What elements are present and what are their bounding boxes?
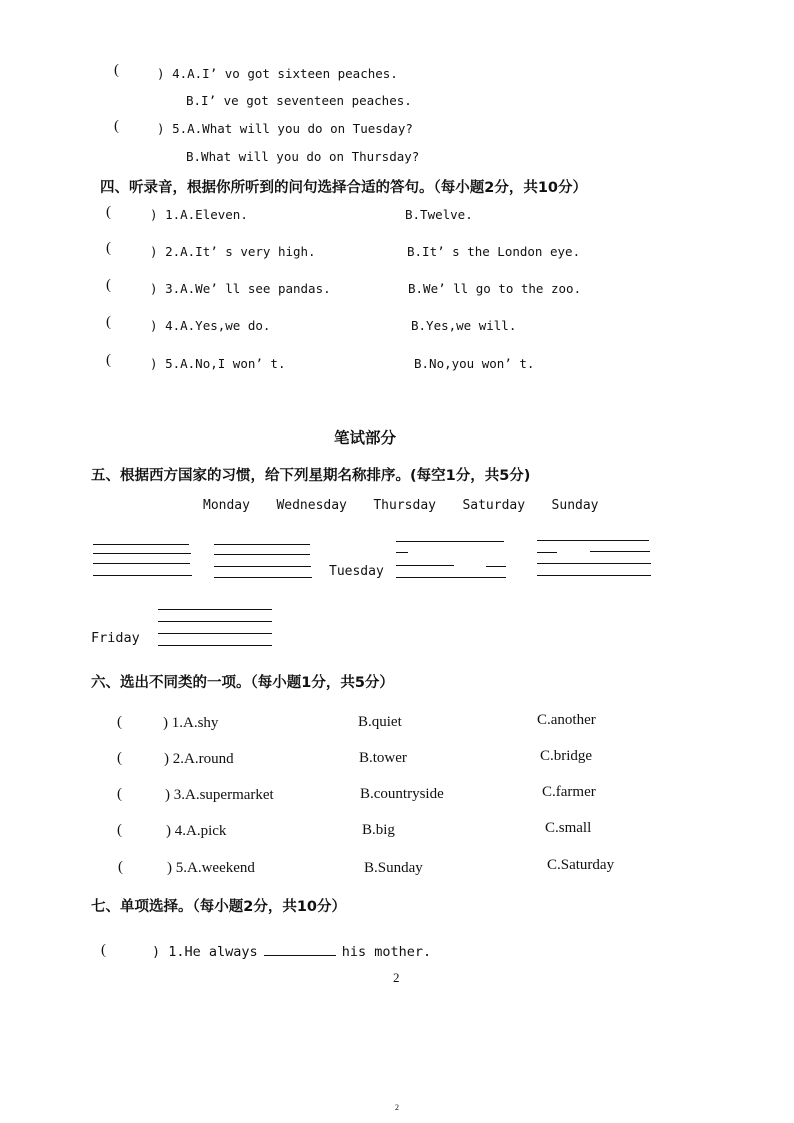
answer-open-paren: ( xyxy=(101,942,106,958)
answer-open-paren: ( xyxy=(106,240,111,256)
page-number: 2 xyxy=(393,970,400,985)
option-c: C.another xyxy=(537,712,596,728)
option-b: B.I’ ve got seventeen peaches. xyxy=(186,93,412,108)
answer-open-paren: ( xyxy=(106,352,111,368)
option-a: ) 2.A.round xyxy=(164,751,234,767)
option-a: ) 1.A.shy xyxy=(163,715,219,731)
question-text: ) 4.A.Yes,we do. xyxy=(150,318,271,333)
fill-in-blank xyxy=(264,941,336,956)
answer-open-paren: ( xyxy=(106,277,111,293)
question-text: ) 5.A.No,I won’ t. xyxy=(150,356,286,371)
question-text: ) 4.A.I’ vo got sixteen peaches. xyxy=(157,66,398,81)
given-day-friday: Friday xyxy=(91,630,140,646)
answer-open-paren: ( xyxy=(117,714,122,730)
option-b: B.quiet xyxy=(358,714,402,730)
question-text: ) 5.A.What will you do on Tuesday? xyxy=(157,121,413,136)
option-c: C.small xyxy=(545,820,592,836)
option-b: B.tower xyxy=(359,750,407,766)
section-6-title: 六、选出不同类的一项。（每小题1分，共5分） xyxy=(91,675,394,691)
option-b: B.Sunday xyxy=(364,860,423,876)
given-day-tuesday: Tuesday xyxy=(329,564,384,579)
question-text: ) 1.He always his mother. xyxy=(152,941,431,960)
option-b: B.No,you won’ t. xyxy=(414,356,535,371)
question-text: ) 3.A.We’ ll see pandas. xyxy=(150,281,331,296)
answer-open-paren: ( xyxy=(106,314,111,330)
answer-open-paren: ( xyxy=(114,118,119,134)
option-b: B.It’ s the London eye. xyxy=(407,244,581,259)
answer-open-paren: ( xyxy=(106,204,111,220)
answer-open-paren: ( xyxy=(114,62,119,78)
option-b: B.Yes,we will. xyxy=(411,318,517,333)
option-c: C.farmer xyxy=(542,784,596,800)
answer-open-paren: ( xyxy=(117,786,122,802)
option-c: C.bridge xyxy=(540,748,593,764)
option-c: C.Saturday xyxy=(547,857,615,873)
answer-open-paren: ( xyxy=(118,859,123,875)
option-a: ) 5.A.weekend xyxy=(167,860,255,876)
written-part-heading: 笔试部分 xyxy=(334,429,397,447)
option-b: B.big xyxy=(362,822,395,838)
option-b: B.What will you do on Thursday? xyxy=(186,149,420,164)
question-text: ) 1.A.Eleven. xyxy=(150,207,248,222)
option-b: B.countryside xyxy=(360,786,444,802)
section-5-title: 五、根据西方国家的习惯，给下列星期名称排序。(每空1分，共5分) xyxy=(91,468,531,484)
footer-page-number: 2 xyxy=(395,1103,399,1112)
answer-open-paren: ( xyxy=(117,822,122,838)
section-4-title: 四、听录音，根据你所听到的问句选择合适的答句。（每小题2分，共10分） xyxy=(100,180,588,196)
weekday-word-bank: Monday Wednesday Thursday Saturday Sunday xyxy=(203,498,599,513)
section-7-title: 七、单项选择。（每小题2分，共10分） xyxy=(91,899,347,915)
answer-open-paren: ( xyxy=(117,750,122,766)
option-b: B.Twelve. xyxy=(405,207,473,222)
question-text: ) 2.A.It’ s very high. xyxy=(150,244,316,259)
option-b: B.We’ ll go to the zoo. xyxy=(408,281,582,296)
option-a: ) 4.A.pick xyxy=(166,823,227,839)
option-a: ) 3.A.supermarket xyxy=(165,787,274,803)
